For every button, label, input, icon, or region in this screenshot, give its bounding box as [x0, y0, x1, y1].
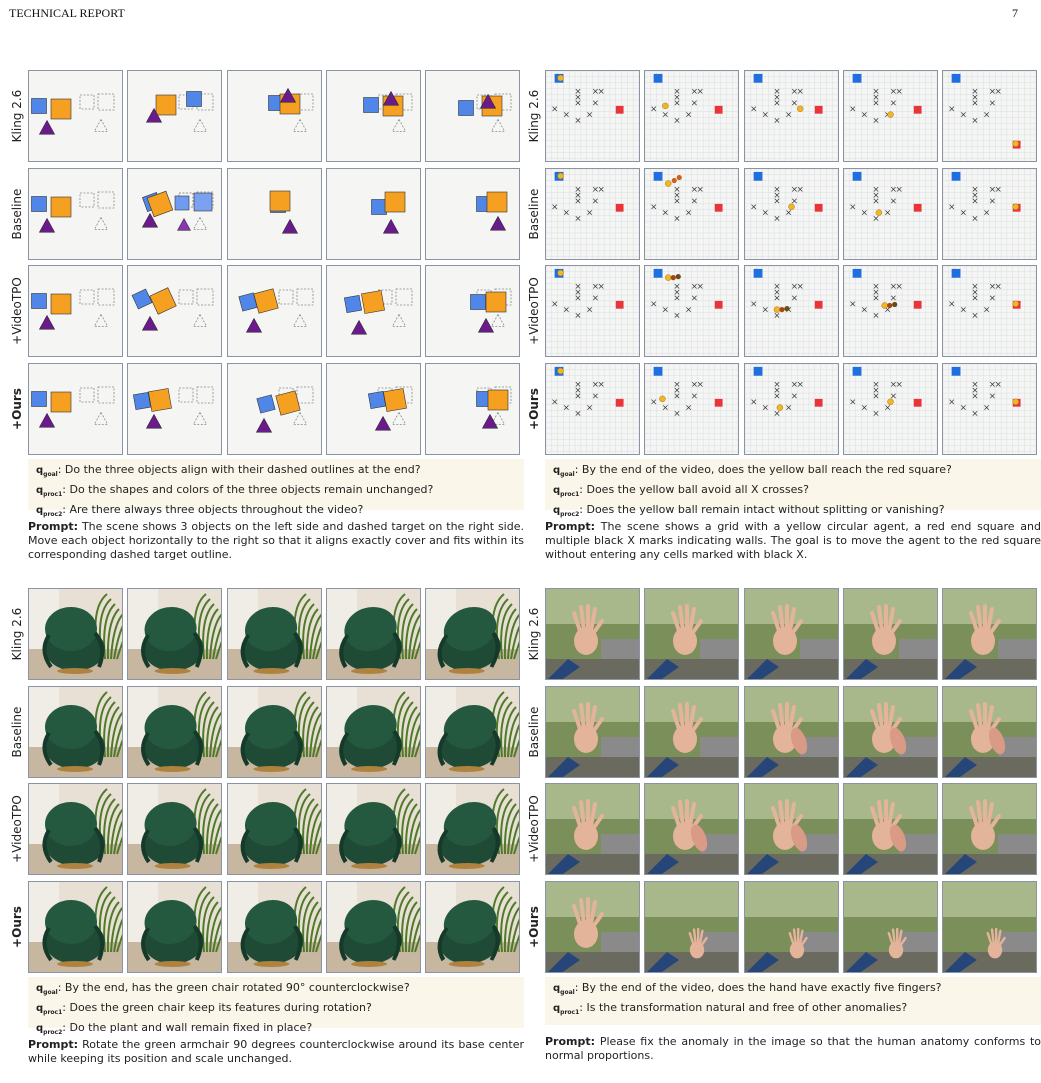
question-key-sub: proc1: [43, 1009, 63, 1016]
video-frame: [843, 70, 938, 162]
video-frame: [843, 363, 938, 455]
question-text: : Do the three objects align with their dashed outlines at the end?: [57, 463, 421, 476]
video-frame: [843, 783, 938, 875]
video-frame: [326, 363, 421, 455]
row-label: +VideoTPO: [10, 795, 24, 863]
video-frame: [425, 168, 520, 260]
question-text: : Does the yellow ball remain intact without splitting or vanishing?: [579, 503, 945, 516]
question-text: : Are there always three objects throughout the video?: [62, 503, 364, 516]
video-frame: [28, 588, 123, 680]
video-frame: [127, 168, 222, 260]
video-frame: [644, 881, 739, 973]
question-text: : Is the transformation natural and free of other anomalies?: [579, 1001, 908, 1014]
row-label: Kling 2.6: [527, 89, 541, 143]
row-label: +VideoTPO: [527, 795, 541, 863]
video-frame: [545, 881, 640, 973]
video-frame: [227, 783, 322, 875]
video-frame: [425, 363, 520, 455]
chair-prompt: [28, 1038, 524, 1066]
video-frame: [425, 686, 520, 778]
video-frame: [744, 783, 839, 875]
question-text: : By the end of the video, does the hand have exactly five fingers?: [574, 981, 942, 994]
video-frame: [942, 265, 1037, 357]
row-label: +Ours: [527, 387, 541, 430]
question-proc1: [36, 482, 516, 502]
question-text: : By the end of the video, does the yellow ball reach the red square?: [574, 463, 952, 476]
video-frame: [744, 265, 839, 357]
question-key-sub: proc2: [43, 1029, 63, 1036]
row-label: Baseline: [527, 706, 541, 757]
question-key: q: [553, 505, 561, 516]
hand-prompt: [545, 1035, 1041, 1063]
video-frame: [942, 168, 1037, 260]
question-key-sub: proc1: [560, 1009, 580, 1016]
video-frame: [227, 588, 322, 680]
video-frame: [545, 265, 640, 357]
video-frame: [127, 783, 222, 875]
question-key: q: [36, 1023, 44, 1034]
video-frame: [227, 70, 322, 162]
video-frame: [644, 588, 739, 680]
video-frame: [843, 686, 938, 778]
video-frame: [843, 588, 938, 680]
maze-questions: [545, 459, 1041, 518]
maze-prompt: [545, 520, 1041, 562]
video-frame: [127, 363, 222, 455]
question-key: q: [36, 485, 44, 496]
row-label: Kling 2.6: [10, 89, 24, 143]
question-goal: [36, 462, 516, 482]
question-proc1: [36, 1000, 516, 1020]
video-frame: [425, 588, 520, 680]
video-frame: [644, 168, 739, 260]
row-label: +Ours: [527, 905, 541, 948]
row-label: Baseline: [10, 188, 24, 239]
video-frame: [644, 686, 739, 778]
video-frame: [28, 363, 123, 455]
video-frame: [326, 168, 421, 260]
video-frame: [545, 363, 640, 455]
video-frame: [326, 783, 421, 875]
prompt-text: The scene shows a grid with a yellow circular agent, a red end square and multiple black X marks indicating walls. The goal is to move the agent to the red square without entering any cells marked with black X.: [545, 520, 1041, 561]
video-frame: [425, 783, 520, 875]
hand-questions: [545, 977, 1041, 1025]
video-frame: [744, 588, 839, 680]
video-frame: [942, 70, 1037, 162]
video-frame: [127, 588, 222, 680]
video-frame: [644, 783, 739, 875]
video-frame: [326, 265, 421, 357]
video-frame: [227, 881, 322, 973]
row-label: Kling 2.6: [527, 607, 541, 661]
video-frame: [326, 588, 421, 680]
question-key: q: [553, 485, 561, 496]
question-key-sub: proc1: [560, 491, 580, 498]
question-key-sub: proc1: [43, 491, 63, 498]
row-label: +Ours: [10, 905, 24, 948]
video-frame: [227, 265, 322, 357]
question-proc2: [553, 502, 1033, 522]
prompt-label: Prompt:: [28, 520, 79, 533]
video-frame: [942, 588, 1037, 680]
question-key: q: [553, 983, 561, 994]
row-label: Baseline: [10, 706, 24, 757]
video-frame: [942, 686, 1037, 778]
prompt-text: The scene shows 3 objects on the left side and dashed target on the right side. Move each object horizontally to the right so that it aligns exactly cover and fits within its corresponding dashed target outline.: [28, 520, 524, 561]
question-key: q: [36, 465, 44, 476]
prompt-label: Prompt:: [28, 1038, 79, 1051]
prompt-label: Prompt:: [545, 1035, 596, 1048]
video-frame: [227, 168, 322, 260]
video-frame: [644, 70, 739, 162]
question-key-sub: goal: [560, 471, 575, 478]
video-frame: [326, 70, 421, 162]
row-label: Baseline: [527, 188, 541, 239]
video-frame: [942, 363, 1037, 455]
video-frame: [425, 881, 520, 973]
question-text: : Do the plant and wall remain fixed in place?: [62, 1021, 313, 1034]
question-proc2: [36, 502, 516, 522]
video-frame: [227, 363, 322, 455]
question-key-sub: goal: [560, 989, 575, 996]
video-frame: [545, 588, 640, 680]
question-key: q: [553, 465, 561, 476]
video-frame: [127, 686, 222, 778]
video-frame: [28, 70, 123, 162]
question-key: q: [36, 983, 44, 994]
video-frame: [744, 686, 839, 778]
video-frame: [127, 881, 222, 973]
row-label: +VideoTPO: [10, 277, 24, 345]
question-key: q: [36, 1003, 44, 1014]
question-text: : Does the yellow ball avoid all X crosses?: [579, 483, 809, 496]
shapes-prompt: [28, 520, 524, 562]
video-frame: [744, 70, 839, 162]
video-frame: [425, 265, 520, 357]
video-frame: [644, 363, 739, 455]
video-frame: [942, 783, 1037, 875]
video-frame: [942, 881, 1037, 973]
prompt-label: Prompt:: [545, 520, 596, 533]
question-text: : Do the shapes and colors of the three objects remain unchanged?: [62, 483, 434, 496]
question-key-sub: proc2: [43, 511, 63, 518]
video-frame: [843, 881, 938, 973]
video-frame: [28, 686, 123, 778]
prompt-text: Please fix the anomaly in the image so that the human anatomy conforms to normal proportions.: [545, 1035, 1041, 1062]
row-label: +VideoTPO: [527, 277, 541, 345]
question-goal: [553, 980, 1033, 1000]
row-label: Kling 2.6: [10, 607, 24, 661]
video-frame: [744, 363, 839, 455]
question-key: q: [36, 505, 44, 516]
question-proc1: [553, 482, 1033, 502]
video-frame: [28, 265, 123, 357]
question-proc1: [553, 1000, 1033, 1020]
video-frame: [326, 881, 421, 973]
video-frame: [127, 70, 222, 162]
video-frame: [843, 265, 938, 357]
video-frame: [545, 783, 640, 875]
video-frame: [28, 783, 123, 875]
video-frame: [744, 881, 839, 973]
question-proc2: [36, 1020, 516, 1040]
question-key-sub: proc2: [560, 511, 580, 518]
question-key: q: [553, 1003, 561, 1014]
video-frame: [843, 168, 938, 260]
video-frame: [545, 686, 640, 778]
video-frame: [326, 686, 421, 778]
header-title: TECHNICAL REPORT: [9, 6, 125, 20]
question-text: : By the end, has the green chair rotated 90° counterclockwise?: [57, 981, 410, 994]
shapes-questions: [28, 459, 524, 518]
video-frame: [227, 686, 322, 778]
question-goal: [553, 462, 1033, 482]
question-key-sub: goal: [43, 471, 58, 478]
chair-questions: [28, 977, 524, 1036]
video-frame: [744, 168, 839, 260]
video-frame: [28, 881, 123, 973]
question-text: : Does the green chair keep its features during rotation?: [62, 1001, 372, 1014]
video-frame: [425, 70, 520, 162]
question-goal: [36, 980, 516, 1000]
video-frame: [28, 168, 123, 260]
video-frame: [127, 265, 222, 357]
video-frame: [644, 265, 739, 357]
row-label: +Ours: [10, 387, 24, 430]
video-frame: [545, 168, 640, 260]
video-frame: [545, 70, 640, 162]
prompt-text: Rotate the green armchair 90 degrees counterclockwise around its base center while keeping its position and scale unchanged.: [28, 1038, 524, 1065]
question-key-sub: goal: [43, 989, 58, 996]
page-number: 7: [1012, 6, 1018, 20]
